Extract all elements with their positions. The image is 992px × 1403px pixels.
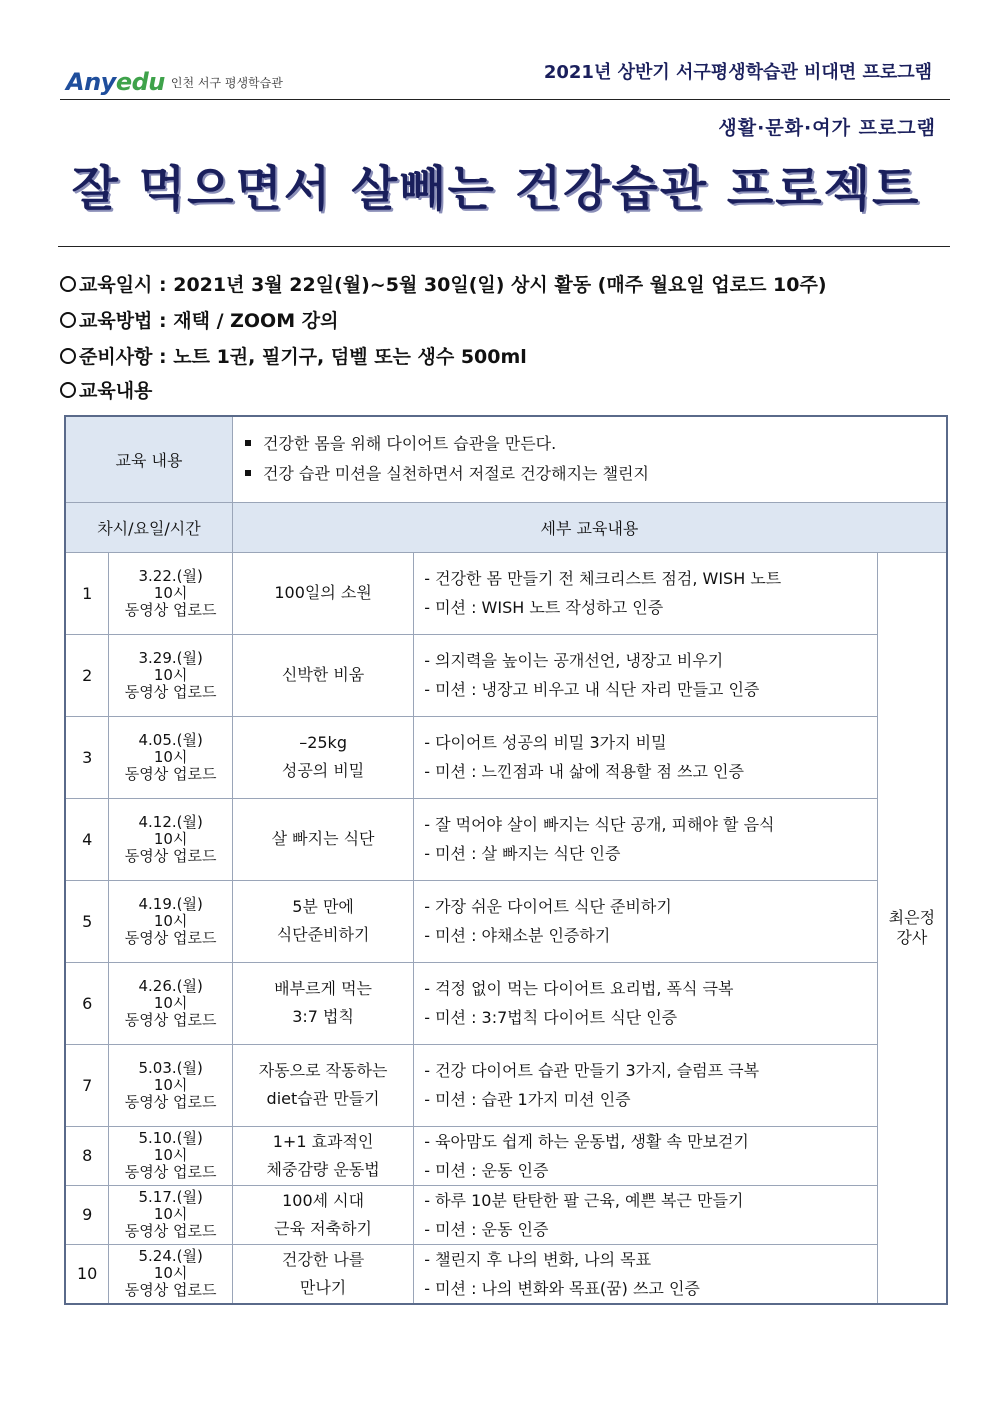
session-upload: 동영상 업로드 bbox=[124, 928, 217, 947]
session-time: 10시 bbox=[153, 911, 188, 930]
session-topic-line: diet습관 만들기 bbox=[266, 1089, 380, 1108]
session-date: 5.10.(월) bbox=[138, 1129, 203, 1147]
session-date-cell bbox=[109, 716, 233, 798]
table-row bbox=[65, 1126, 947, 1185]
session-time: 10시 bbox=[153, 1146, 188, 1164]
session-number: 8 bbox=[65, 1126, 109, 1185]
summary-item: 건강한 몸을 위해 다이어트 습관을 만든다. bbox=[245, 429, 934, 459]
session-topic-cell bbox=[232, 798, 413, 880]
session-detail-cell bbox=[414, 634, 878, 716]
session-date: 3.22.(월) bbox=[138, 566, 203, 585]
session-detail-cell bbox=[414, 962, 878, 1044]
session-mission-line: - 미션 : 냉장고 비우고 내 식단 자리 만들고 인증 bbox=[424, 680, 760, 699]
session-topic-line: 체중감량 운동법 bbox=[266, 1159, 380, 1179]
content-summary-cell bbox=[232, 416, 947, 502]
curriculum-table bbox=[64, 415, 948, 1305]
session-detail-line: - 건강한 몸 만들기 전 체크리스트 점검, WISH 노트 bbox=[424, 569, 782, 588]
logo-text-a: Any bbox=[66, 68, 116, 96]
table-row bbox=[65, 798, 947, 880]
session-topic-cell bbox=[232, 962, 413, 1044]
session-date-cell bbox=[109, 1244, 233, 1304]
table-row bbox=[65, 552, 947, 634]
session-time: 10시 bbox=[153, 747, 188, 766]
session-upload: 동영상 업로드 bbox=[124, 1281, 217, 1299]
circle-bullet-icon bbox=[60, 312, 76, 328]
session-number: 10 bbox=[65, 1244, 109, 1304]
session-upload: 동영상 업로드 bbox=[124, 600, 217, 619]
session-number: 2 bbox=[65, 634, 109, 716]
session-date-cell bbox=[109, 962, 233, 1044]
session-time: 10시 bbox=[153, 829, 188, 848]
session-topic-cell bbox=[232, 880, 413, 962]
session-detail-line: - 건강 다이어트 습관 만들기 3가지, 슬럼프 극복 bbox=[424, 1061, 760, 1080]
session-topic-line: 신박한 비움 bbox=[281, 665, 365, 684]
session-date-cell bbox=[109, 880, 233, 962]
circle-bullet-icon bbox=[60, 348, 76, 364]
session-mission-line: - 미션 : 운동 인증 bbox=[424, 1219, 549, 1239]
anyedu-logo bbox=[66, 52, 283, 96]
session-topic-line: 식단준비하기 bbox=[276, 925, 370, 944]
session-topic-line: 3:7 법칙 bbox=[292, 1007, 354, 1026]
session-detail-line: - 걱정 없이 먹는 다이어트 요리법, 폭식 극복 bbox=[424, 979, 734, 998]
session-header-cell: 차시/요일/시간 bbox=[65, 502, 232, 552]
session-date: 3.29.(월) bbox=[138, 648, 203, 667]
session-number: 6 bbox=[65, 962, 109, 1044]
session-detail-cell bbox=[414, 552, 878, 634]
table-row bbox=[65, 962, 947, 1044]
table-row bbox=[65, 880, 947, 962]
session-detail-line: - 육아맘도 쉽게 하는 운동법, 생활 속 만보걷기 bbox=[424, 1131, 749, 1151]
session-mission-line: - 미션 : 3:7법칙 다이어트 식단 인증 bbox=[424, 1008, 678, 1027]
session-detail-cell bbox=[414, 1185, 878, 1244]
session-date-cell bbox=[109, 634, 233, 716]
main-title: 잘 먹으면서 살빼는 건강습관 프로젝트 bbox=[71, 161, 921, 217]
session-topic-line: 만나기 bbox=[299, 1277, 347, 1297]
instructor-role: 강사 bbox=[896, 927, 928, 947]
session-topic-line: 1+1 효과적인 bbox=[272, 1131, 374, 1151]
summary-item: 건강 습관 미션을 실천하면서 저절로 건강해지는 챌린지 bbox=[245, 459, 934, 489]
info-schedule: 교육일시 : 2021년 3월 22일(월)~5월 30일(일) 상시 활동 (매주 월요일 업로드 10주) bbox=[60, 270, 827, 297]
table-row bbox=[65, 634, 947, 716]
circle-bullet-icon bbox=[60, 276, 76, 292]
table-row bbox=[65, 1244, 947, 1304]
session-topic-cell bbox=[232, 634, 413, 716]
info-method: 교육방법 : 재택 / ZOOM 강의 bbox=[60, 306, 338, 333]
title-divider bbox=[58, 246, 950, 247]
session-time: 10시 bbox=[153, 1075, 188, 1094]
session-mission-line: - 미션 : 야채소분 인증하기 bbox=[424, 926, 611, 945]
session-topic-line: 살 빠지는 식단 bbox=[271, 829, 375, 848]
session-detail-line: - 하루 10분 탄탄한 팔 근육, 예쁜 복근 만들기 bbox=[424, 1190, 744, 1210]
session-topic-line: 성공의 비밀 bbox=[281, 761, 365, 780]
session-number: 7 bbox=[65, 1044, 109, 1126]
session-mission-line: - 미션 : 나의 변화와 목표(꿈) 쓰고 인증 bbox=[424, 1278, 700, 1298]
square-bullet-icon bbox=[245, 470, 251, 476]
session-detail-cell bbox=[414, 1044, 878, 1126]
session-date-cell bbox=[109, 1044, 233, 1126]
detail-header-cell: 세부 교육내용 bbox=[232, 502, 947, 552]
session-topic-cell bbox=[232, 552, 413, 634]
session-topic-line: 자동으로 작동하는 bbox=[258, 1061, 388, 1080]
session-time: 10시 bbox=[153, 1205, 188, 1223]
program-category: 생활·문화·여가 프로그램 bbox=[718, 117, 936, 139]
session-detail-cell bbox=[414, 1244, 878, 1304]
session-topic-line: 건강한 나를 bbox=[281, 1249, 365, 1269]
session-topic-cell bbox=[232, 1126, 413, 1185]
session-topic-cell bbox=[232, 1185, 413, 1244]
session-upload: 동영상 업로드 bbox=[124, 1222, 217, 1240]
session-detail-line: - 의지력을 높이는 공개선언, 냉장고 비우기 bbox=[424, 651, 724, 670]
session-date-cell bbox=[109, 1126, 233, 1185]
session-time: 10시 bbox=[153, 993, 188, 1012]
logo-subtitle: 인천 서구 평생학습관 bbox=[170, 76, 283, 90]
session-date: 5.17.(월) bbox=[138, 1188, 203, 1206]
session-mission-line: - 미션 : 운동 인증 bbox=[424, 1160, 549, 1180]
session-number: 3 bbox=[65, 716, 109, 798]
session-date: 4.12.(월) bbox=[138, 812, 203, 831]
session-topic-line: 100세 시대 bbox=[282, 1190, 365, 1210]
session-date-cell bbox=[109, 552, 233, 634]
session-topic-line: 100일의 소원 bbox=[274, 583, 372, 602]
session-number: 4 bbox=[65, 798, 109, 880]
session-detail-line: - 잘 먹어야 살이 빠지는 식단 공개, 피해야 할 음식 bbox=[424, 815, 775, 834]
session-date-cell bbox=[109, 1185, 233, 1244]
session-topic-cell bbox=[232, 1044, 413, 1126]
session-number: 1 bbox=[65, 552, 109, 634]
table-row bbox=[65, 1185, 947, 1244]
session-date-cell bbox=[109, 798, 233, 880]
session-date: 4.05.(월) bbox=[138, 730, 203, 749]
session-topic-line: 배부르게 먹는 bbox=[274, 979, 372, 998]
session-detail-cell bbox=[414, 716, 878, 798]
session-detail-line: - 다이어트 성공의 비밀 3가지 비밀 bbox=[424, 733, 667, 752]
session-mission-line: - 미션 : 습관 1가지 미션 인증 bbox=[424, 1090, 631, 1109]
circle-bullet-icon bbox=[60, 382, 76, 398]
session-upload: 동영상 업로드 bbox=[124, 682, 217, 701]
session-detail-line: - 챌린지 후 나의 변화, 나의 목표 bbox=[424, 1249, 652, 1269]
square-bullet-icon bbox=[245, 440, 251, 446]
instructor-name: 최은정 bbox=[888, 907, 936, 927]
session-number: 9 bbox=[65, 1185, 109, 1244]
program-title: 2021년 상반기 서구평생학습관 비대면 프로그램 bbox=[543, 62, 932, 83]
page-header bbox=[60, 50, 950, 100]
session-date: 4.26.(월) bbox=[138, 976, 203, 995]
session-upload: 동영상 업로드 bbox=[124, 1010, 217, 1029]
table-row bbox=[65, 716, 947, 798]
session-mission-line: - 미션 : WISH 노트 작성하고 인증 bbox=[424, 598, 664, 617]
session-detail-cell bbox=[414, 1126, 878, 1185]
session-detail-line: - 가장 쉬운 다이어트 식단 준비하기 bbox=[424, 897, 672, 916]
session-topic-cell bbox=[232, 716, 413, 798]
session-upload: 동영상 업로드 bbox=[124, 1092, 217, 1111]
info-content-heading: 교육내용 bbox=[60, 376, 152, 403]
info-materials: 준비사항 : 노트 1권, 필기구, 덤벨 또는 생수 500ml bbox=[60, 342, 527, 369]
session-time: 10시 bbox=[153, 665, 188, 684]
session-topic-line: 5분 만에 bbox=[292, 897, 354, 916]
session-date: 4.19.(월) bbox=[138, 894, 203, 913]
session-mission-line: - 미션 : 살 빠지는 식단 인증 bbox=[424, 844, 621, 863]
session-upload: 동영상 업로드 bbox=[124, 764, 217, 783]
logo-text-e: edu bbox=[115, 68, 165, 96]
session-detail-cell bbox=[414, 880, 878, 962]
session-detail-cell bbox=[414, 798, 878, 880]
content-label-cell: 교육 내용 bbox=[65, 416, 232, 502]
table-row bbox=[65, 1044, 947, 1126]
session-topic-line: 근육 저축하기 bbox=[274, 1218, 372, 1238]
session-date: 5.24.(월) bbox=[138, 1247, 203, 1265]
session-time: 10시 bbox=[153, 1264, 188, 1282]
session-topic-line: –25kg bbox=[299, 733, 347, 752]
session-topic-cell bbox=[232, 1244, 413, 1304]
session-time: 10시 bbox=[153, 583, 188, 602]
instructor-cell bbox=[877, 552, 947, 1304]
session-mission-line: - 미션 : 느낀점과 내 삶에 적용할 점 쓰고 인증 bbox=[424, 762, 744, 781]
session-date: 5.03.(월) bbox=[138, 1058, 203, 1077]
session-upload: 동영상 업로드 bbox=[124, 846, 217, 865]
session-number: 5 bbox=[65, 880, 109, 962]
session-upload: 동영상 업로드 bbox=[124, 1163, 217, 1181]
